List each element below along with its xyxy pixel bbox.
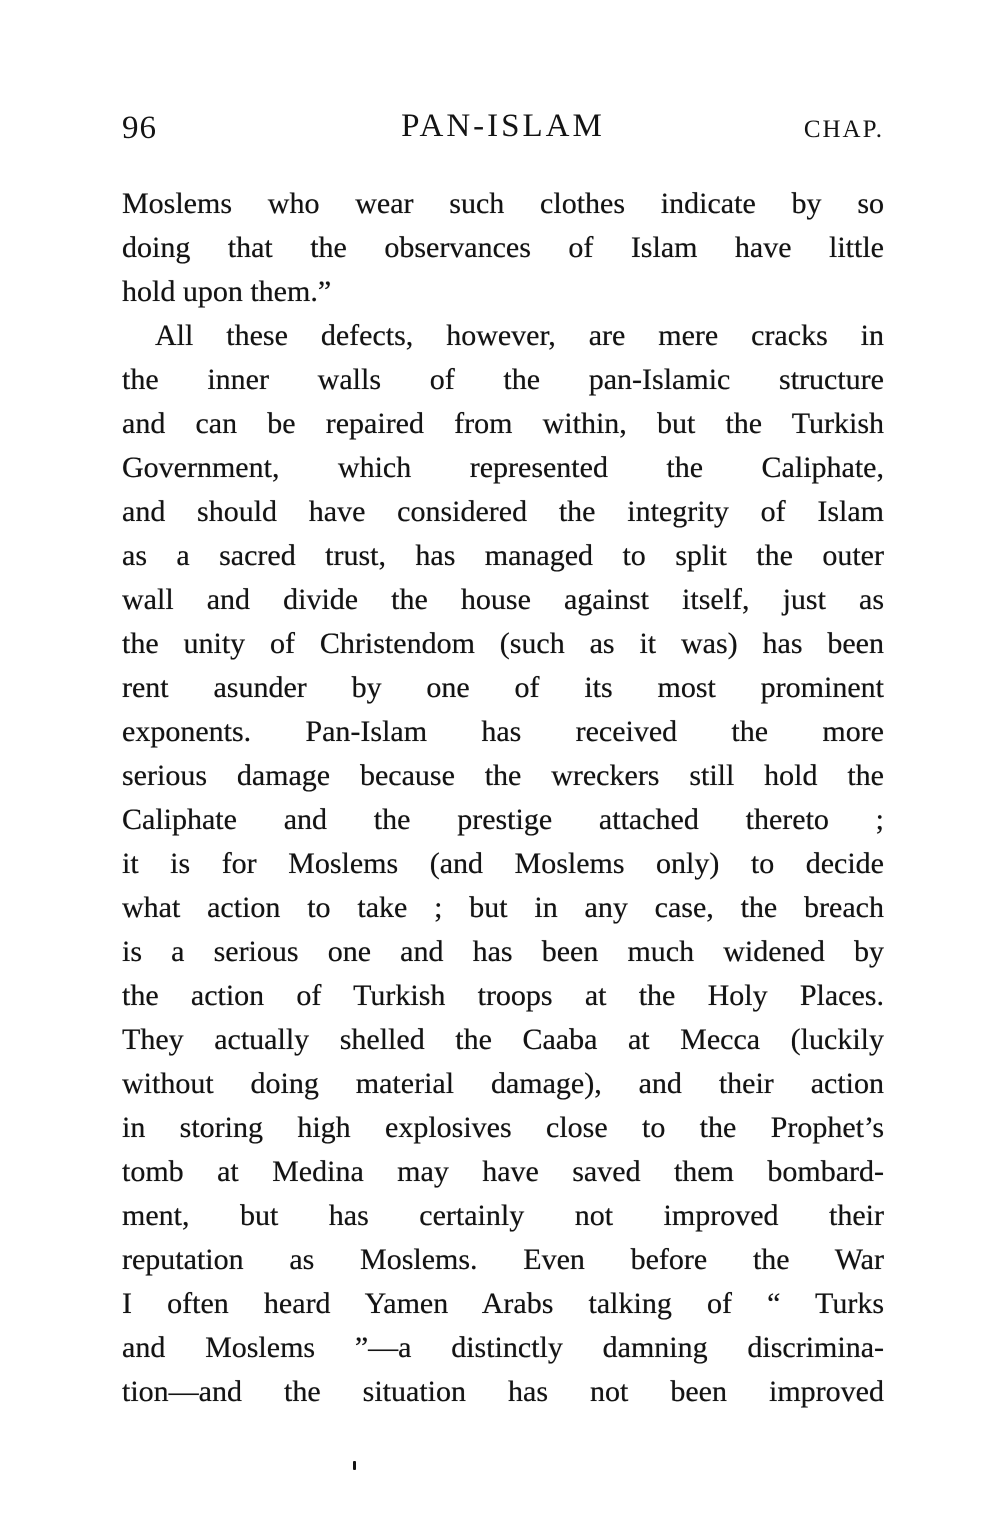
text-line: Government, which represented the Caliphate, (122, 451, 884, 484)
text-line: wall and divide the house against itself, just as (122, 583, 884, 616)
text-line: tomb at Medina may have saved them bombard- (122, 1155, 884, 1188)
text-line: reputation as Moslems. Even before the War (122, 1243, 884, 1276)
text-line: and can be repaired from within, but the Turkish (122, 407, 884, 440)
text-line: exponents. Pan-Islam has received the more (122, 715, 884, 748)
text-line: serious damage because the wreckers still hold the (122, 759, 884, 792)
text-line: the unity of Christendom (such as it was) has been (122, 627, 884, 660)
page-body (122, 182, 884, 1414)
text-line: doing that the observances of Islam have little (122, 231, 884, 264)
text-line: Moslems who wear such clothes indicate by so (122, 187, 884, 220)
text-line: and should have considered the integrity of Islam (122, 495, 884, 528)
text-line: All these defects, however, are mere cracks in (155, 319, 884, 352)
text-line: rent asunder by one of its most prominent (122, 671, 884, 704)
stray-ink-mark (353, 1461, 356, 1470)
text-line: is a serious one and has been much widened by (122, 935, 884, 968)
text-line: without doing material damage), and their action (122, 1067, 884, 1100)
text-line: tion—and the situation has not been improved (122, 1375, 884, 1408)
text-line: Caliphate and the prestige attached thereto ; (122, 803, 884, 836)
text-line: and Moslems ”—a distinctly damning discrimina- (122, 1331, 884, 1364)
text-line: ment, but has certainly not improved their (122, 1199, 884, 1232)
text-line: hold upon them.” (122, 275, 332, 308)
text-line: it is for Moslems (and Moslems only) to decide (122, 847, 884, 880)
text-line: the action of Turkish troops at the Holy Places. (122, 979, 884, 1012)
text-line: as a sacred trust, has managed to split the outer (122, 539, 884, 572)
text-line: in storing high explosives close to the Prophet’s (122, 1111, 884, 1144)
text-line: the inner walls of the pan-Islamic structure (122, 363, 884, 396)
text-line: what action to take ; but in any case, the breach (122, 891, 884, 924)
page-number: 96 (122, 110, 157, 146)
text-line: I often heard Yamen Arabs talking of “ Turks (122, 1287, 884, 1320)
chapter-label: CHAP. (803, 116, 884, 143)
running-title: PAN-ISLAM (401, 108, 605, 144)
text-line: They actually shelled the Caaba at Mecca (luckily (122, 1023, 884, 1056)
